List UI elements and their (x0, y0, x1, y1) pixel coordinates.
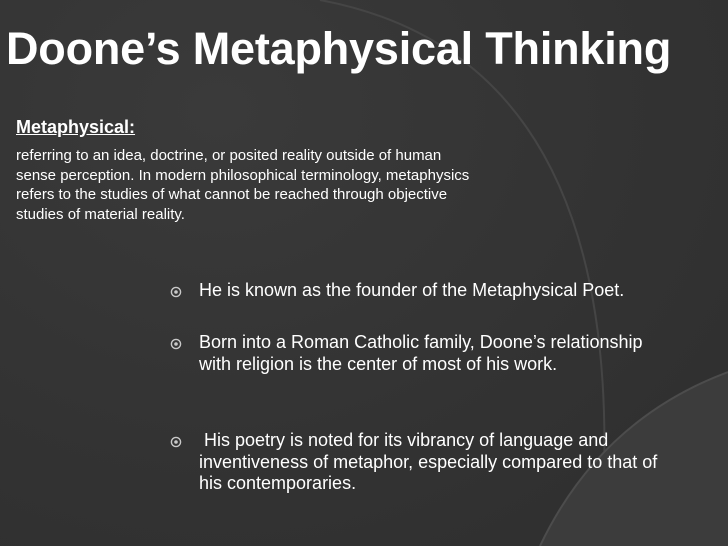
bullet-item (170, 280, 670, 302)
bullet-item (170, 332, 670, 375)
term-definition: referring to an idea, doctrine, or posited reality outside of human sense perception. In modern philosophical terminology, metaphysics refers to the studies of what cannot be reached through objective studies of material reality. (16, 147, 470, 223)
circle-dot-icon (170, 286, 182, 298)
term-heading: Metaphysical: (16, 117, 136, 137)
bullet-item (170, 430, 670, 495)
circle-dot-icon (170, 338, 182, 350)
slide-title: Doone’s Metaphysical Thinking (6, 23, 672, 74)
bullet-text: Born into a Roman Catholic family, Doone’s relationship with religion is the center of most of his work. (199, 332, 648, 374)
circle-dot-icon (170, 436, 182, 448)
bullet-text: His poetry is noted for its vibrancy of language and inventiveness of metaphor, especially compared to that of his contemporaries. (199, 430, 663, 493)
bullet-text: He is known as the founder of the Metaphysical Poet. (199, 280, 625, 300)
